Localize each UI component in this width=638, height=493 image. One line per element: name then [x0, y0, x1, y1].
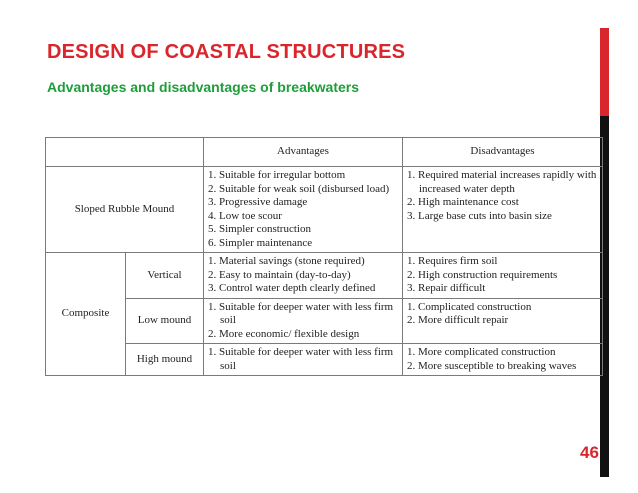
list-item: 2. Suitable for weak soil (disbursed load) [208, 182, 390, 195]
disadvantages-cell [403, 344, 603, 376]
list-item: 2. More economic/ flexible design [208, 327, 360, 340]
header-advantages: Advantages [204, 138, 403, 167]
list-item: 1. Suitable for deeper water with less firm soil [208, 300, 394, 326]
row-label-vertical: Vertical [126, 253, 204, 299]
advantages-cell [204, 344, 403, 376]
slide-title: DESIGN OF COASTAL STRUCTURES [47, 41, 406, 63]
list-item: 2. More difficult repair [407, 314, 509, 326]
list-item: 1. Complicated construction [407, 300, 532, 313]
header-disadvantages: Disadvantages [403, 138, 603, 167]
disadvantages-cell [403, 253, 603, 299]
list-item: 2. More susceptible to breaking waves [407, 359, 577, 372]
list-item: 1. More complicated construction [407, 346, 556, 358]
table-row [46, 298, 603, 344]
slide-subtitle: Advantages and disadvantages of breakwaters [47, 79, 359, 95]
page-number: 46 [580, 443, 599, 462]
list-item: 1. Required material increases rapidly with increased water depth [407, 169, 597, 195]
table-row [46, 253, 603, 299]
list-item: 1. Suitable for deeper water with less firm soil [208, 346, 394, 372]
list-item: 3. Control water depth clearly defined [208, 282, 376, 294]
advantages-cell [204, 253, 403, 299]
advantages-cell [204, 167, 403, 253]
list-item: 5. Simpler construction [208, 223, 311, 235]
list-item: 3. Large base cuts into basin size [407, 209, 552, 222]
breakwater-comparison-table [45, 137, 603, 376]
disadvantages-cell [403, 167, 603, 253]
row-label-sloped-rubble-mound: Sloped Rubble Mound [46, 167, 204, 253]
list-item: 1. Suitable for irregular bottom [208, 169, 346, 181]
row-label-high-mound: High mound [126, 344, 204, 376]
list-item: 3. Progressive damage [208, 196, 308, 208]
list-item: 2. High construction requirements [407, 268, 558, 281]
list-item: 2. Easy to maintain (day-to-day) [208, 268, 351, 281]
advantages-cell [204, 298, 403, 344]
table-row [46, 344, 603, 376]
list-item: 6. Simpler maintenance [208, 236, 313, 249]
side-accent-bar-red [600, 28, 609, 116]
table-row [46, 167, 603, 253]
list-item: 4. Low toe scour [208, 209, 282, 222]
header-empty-cell [46, 138, 204, 167]
list-item: 3. Repair difficult [407, 282, 486, 294]
row-group-label-composite: Composite [46, 253, 126, 376]
list-item: 1. Requires firm soil [407, 255, 498, 267]
table-header-row [46, 138, 603, 167]
list-item: 2. High maintenance cost [407, 196, 519, 208]
list-item: 1. Material savings (stone required) [208, 255, 365, 267]
disadvantages-cell [403, 298, 603, 344]
row-label-low-mound: Low mound [126, 298, 204, 344]
